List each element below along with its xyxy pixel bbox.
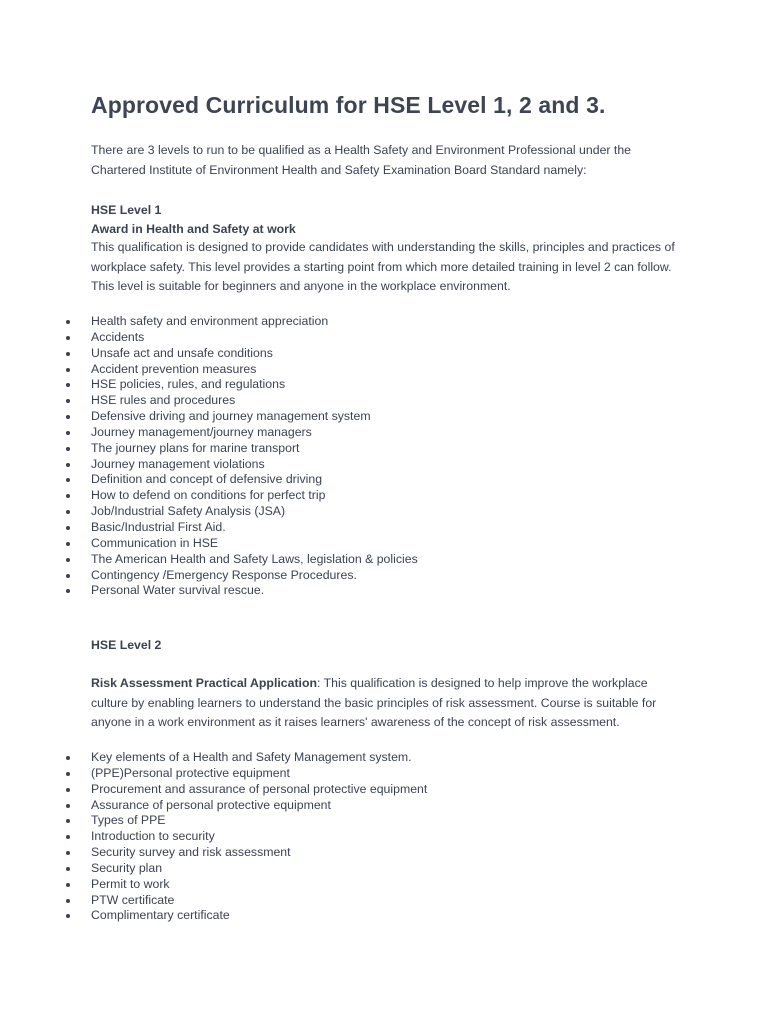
list-item [0,425,700,441]
list-item-text: The American Health and Safety Laws, legislation & policies [91,551,418,566]
list-item [0,330,700,346]
list-item [0,409,700,425]
bullet-icon [66,463,70,467]
bullet-icon [66,368,70,372]
level1-description: This qualification is designed to provide candidates with understanding the skills, principles and practices of workplace safety. This level provides a starting point from which more detailed training in level 2 can follow. This level is suitable for beginners and anyone in the workplace environment. [91,240,675,293]
list-item-text: Permit to work [91,876,170,891]
level2-description [91,674,681,733]
bullet-icon [66,336,70,340]
list-item-text: Job/Industrial Safety Analysis (JSA) [91,504,286,519]
list-item [0,568,700,584]
bullet-icon [66,574,70,578]
bullet-icon [66,320,70,324]
list-item-text: Assurance of personal protective equipment [91,797,331,812]
list-item [0,893,700,909]
bullet-icon [66,383,70,387]
list-item [0,504,700,520]
bullet-icon [66,431,70,435]
bullet-icon [66,851,70,855]
page-title: Approved Curriculum for HSE Level 1, 2 and 3. [91,92,606,118]
list-item [0,441,700,457]
list-item [0,845,700,861]
level1-subheading: Award in Health and Safety at work [91,222,296,236]
list-item-text: Types of PPE [91,813,166,828]
list-item-text: HSE rules and procedures [91,393,236,408]
level2-description-text: : This qualification is designed to help improve the workplace culture by enabling learners to understand the basic principles of risk assessment. Course is suitable for anyone in a work environment as it raises learners' awareness of the concept of risk assessment. [91,676,657,729]
list-item-text: Introduction to security [91,829,215,844]
list-item-text: Security plan [91,860,163,875]
intro-paragraph: There are 3 levels to run to be qualified as a Health Safety and Environment Professional under the Chartered Institute of Environment Health and Safety Examination Board Standard namely: [91,143,632,177]
list-item [0,520,700,536]
bullet-icon [66,558,70,562]
bullet-icon [66,804,70,808]
list-item-text: Health safety and environment appreciation [91,314,329,328]
list-item [0,583,700,599]
list-item-text: (PPE)Personal protective equipment [91,765,290,780]
bullet-icon [66,415,70,419]
bullet-icon [66,399,70,403]
bullet-icon [66,478,70,482]
list-item [0,314,700,330]
list-item [0,393,700,409]
bullet-icon [66,899,70,903]
list-item [0,552,700,568]
list-item-text: HSE policies, rules, and regulations [91,377,286,392]
list-item [0,798,700,814]
list-item-text: Security survey and risk assessment [91,845,291,860]
bullet-icon [66,542,70,546]
bullet-icon [66,494,70,498]
list-item [0,861,700,877]
list-item [0,813,700,829]
bullet-icon [66,867,70,871]
list-item [0,346,700,362]
list-item [0,457,700,473]
list-item [0,377,700,393]
list-item [0,488,700,504]
bullet-icon [66,589,70,593]
list-item [0,766,700,782]
list-item-text: The journey plans for marine transport [91,440,300,455]
bullet-icon [66,835,70,839]
list-item-text: How to defend on conditions for perfect trip [91,488,326,503]
list-item [0,750,700,766]
bullet-icon [66,352,70,356]
list-item-text: Communication in HSE [91,535,219,550]
list-item-text: Accident prevention measures [91,361,257,376]
bullet-icon [66,914,70,918]
list-item [0,829,700,845]
level2-topic-list [0,750,700,924]
bullet-icon [66,819,70,823]
list-item-text: Complimentary certificate [91,908,230,923]
list-item-text: Definition and concept of defensive driving [91,472,323,487]
list-item [0,877,700,893]
list-item-text: Contingency /Emergency Response Procedures. [91,567,357,582]
bullet-icon [66,526,70,530]
list-item-text: Accidents [91,329,145,344]
list-item [0,472,700,488]
list-item-text: Procurement and assurance of personal protective equipment [91,781,428,796]
list-item-text: PTW certificate [91,892,175,907]
list-item [0,536,700,552]
bullet-icon [66,883,70,887]
bullet-icon [66,756,70,760]
level2-lead: Risk Assessment Practical Application [91,676,317,690]
bullet-icon [66,772,70,776]
list-item-text: Unsafe act and unsafe conditions [91,345,273,360]
list-item-text: Defensive driving and journey management system [91,409,371,424]
list-item-text: Basic/Industrial First Aid. [91,519,226,534]
list-item [0,782,700,798]
level1-topic-list [0,314,700,599]
level1-heading-block [91,201,296,239]
list-item [0,908,700,924]
level1-heading: HSE Level 1 [91,203,162,217]
list-item-text: Personal Water survival rescue. [91,583,265,598]
bullet-icon [66,510,70,514]
level2-heading: HSE Level 2 [91,638,162,652]
list-item-text: Journey management/journey managers [91,424,312,439]
bullet-icon [66,447,70,451]
list-item [0,362,700,378]
list-item-text: Journey management violations [91,456,265,471]
list-item-text: Key elements of a Health and Safety Management system. [91,750,412,764]
bullet-icon [66,788,70,792]
